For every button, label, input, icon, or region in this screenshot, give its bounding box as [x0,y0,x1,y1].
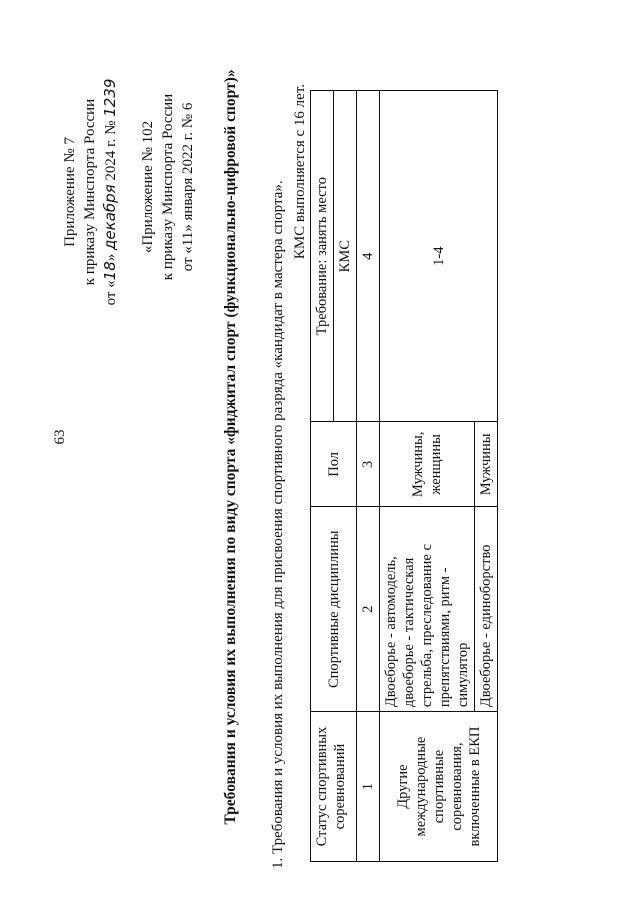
row-discipline: Двоеборье - единоборство [475,507,498,712]
header-status: Статус спортивных соревнований [311,712,357,862]
previous-appendix-block [138,37,198,337]
handwritten-day: 18 [101,261,119,281]
header-gender: Пол [311,422,357,507]
intro-paragraph: 1. Требования и условия их выполнения для присвоения спортивного разряда «кандидат в мастера спорта». [270,180,286,869]
row-status: Другие международные спортивные соревнования, включенные в ЕКП [380,712,498,862]
handwritten-month: декабря [101,184,119,250]
requirements-table [310,90,498,862]
age-note: КМС выполняется с 16 лет. [292,84,308,260]
header-kms: КМС [334,91,357,422]
header-disciplines: Спортивные дисциплины [311,507,357,712]
col-number-3: 3 [357,422,380,507]
prev-appendix-line1: «Приложение № 102 [140,120,156,254]
table-header-row [311,91,334,862]
prev-appendix-line2: к приказу Минспорта России [160,93,176,281]
appendix-line2: к приказу Минспорта России [82,98,98,286]
row-gender: Мужчины [475,422,498,507]
header-requirement: Требование: занять место [311,91,334,422]
document-title: Требования и условия их выполнения по виду спорта «фиджитал спорт (функционально-цифровой спорт)» [222,69,239,825]
row-place: 1-4 [380,91,498,422]
table-row [380,91,475,862]
col-number-4: 4 [357,91,380,422]
appendix-line3: от «18» декабря 2024 г. № 1239 [101,78,119,306]
page-number: 63 [52,429,68,445]
row-discipline: Двоеборье - автомодель, двоеборье - тактическая стрельба, преследование с препятствиями, ритм - симулятор [380,507,475,712]
prev-appendix-line3: от «11» января 2022 г. № 6 [180,102,196,272]
handwritten-number: 1239 [101,78,119,117]
appendix-line1: Приложение № 7 [62,137,78,247]
col-number-1: 1 [357,712,380,862]
table-number-row [357,91,380,862]
col-number-2: 2 [357,507,380,712]
row-gender: Мужчины, женщины [380,422,475,507]
appendix-header [60,27,121,357]
